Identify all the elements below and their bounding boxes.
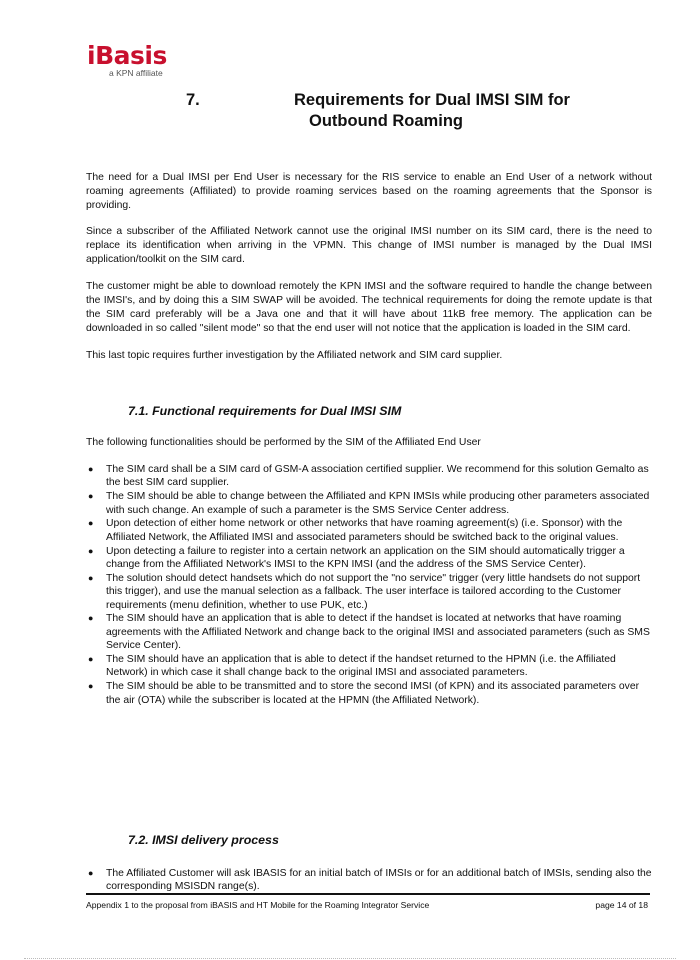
list-item: ● The SIM should be able to change between the Affiliated and KPN IMSIs while producing other parameters associated with such change. An example of such a parameter is the SMS Service Center address. [88,491,650,516]
imsi-delivery-list [86,867,652,894]
list-item: ● The SIM should have an application that is able to detect if the handset is located at networks that have roaming agreements with the Affiliated Network and change back to the original IMSI and associated parameters (such as SMS Service Center). [88,613,650,652]
paragraph-2: Since a subscriber of the Affiliated Network cannot use the original IMSI number on its SIM card, there is the need to replace its identification when arriving in the VPMN. This change of IMSI number is managed by the Dual IMSI application/toolkit on the SIM card. [86,226,652,265]
bullet-icon: ● [88,868,94,878]
logo-tagline: a KPN affiliate [109,68,163,78]
list-item: ● The Affiliated Customer will ask IBASIS for an initial batch of IMSIs or for an additional batch of IMSIs, sending also the corresponding MSISDN range(s). [88,868,652,893]
logo-brand: iBasis [87,41,167,70]
paragraph-1: The need for a Dual IMSI per End User is necessary for the RIS service to enable an End User of a network without roaming agreements (Affiliated) to provide roaming services based on the roaming agreements that the Sponsor is providing. [86,172,652,211]
bullet-icon: ● [88,518,94,529]
company-logo [87,42,167,78]
footer-document-title: Appendix 1 to the proposal from iBASIS and HT Mobile for the Roaming Integrator Service [86,900,430,910]
bullet-icon: ● [88,464,94,474]
section-number: 7. [186,91,200,109]
list-item: ● The SIM should be able to be transmitted and to store the second IMSI (of KPN) and its associated parameters over the air (OTA) while the subscriber is located at the HPMN (the Affiliated Network). [88,681,640,706]
list-item: ● The SIM card shall be a SIM card of GSM-A association certified supplier. We recommend for this solution Gemalto as the best SIM card supplier. [88,464,649,489]
list-item: ● Upon detection of either home network or other networks that have roaming agreement(s) (i.e. Sponsor) with the Affiliated Network, the Affiliated IMSI and associated parameters should be switched back to the original values. [88,518,623,543]
bullet-icon: ● [88,491,94,502]
paragraph-4: This last topic requires further investigation by the Affiliated network and SIM card supplier. [86,350,503,361]
bullet-icon: ● [88,545,94,556]
subsection-heading-7-2: 7.2. IMSI delivery process [128,833,279,847]
bullet-icon: ● [88,613,94,624]
page-bottom-edge [24,958,676,959]
functional-requirements-list [86,463,652,707]
bullet-icon: ● [88,654,94,665]
footer-divider [86,893,650,895]
subsection-heading-7-1: 7.1. Functional requirements for Dual IMSI SIM [128,404,402,418]
bullet-icon: ● [88,572,94,583]
section-title-line2: Outbound Roaming [309,112,463,130]
footer-page-number: page 14 of 18 [595,900,648,910]
section-title-line1: Requirements for Dual IMSI SIM for [294,91,570,109]
paragraph-3: The customer might be able to download remotely the KPN IMSI and the software required to handle the change between the IMSI's, and by doing this a SIM SWAP will be avoided. The technical requirements for doing the remote update is that the SIM card preferably will be a Java one and that it will have about 11kB free memory. The application can be downloaded in so called "silent mode" so that the end user will not notice that the application is loaded in the SIM card. [86,281,652,334]
subsection-intro: The following functionalities should be performed by the SIM of the Affiliated End User [86,437,481,448]
list-item: ● The solution should detect handsets which do not support the "no service" trigger (very little handsets do not support this trigger), and use the manual selection as a fallback. The user interface is tailored according to the Customer requirements (menu definition, whether to use PUK, etc.) [88,572,641,611]
list-item: ● The SIM should have an application that is able to detect if the handset returned to the HPMN (i.e. the Affiliated Network) in which case it shall change back to the original IMSI and associated parameters. [88,654,616,679]
list-item: ● Upon detecting a failure to register into a certain network an application on the SIM should automatically trigger a change from the Affiliated Network's IMSI to the KPN IMSI (and the address of the SMS Service Center). [88,545,625,571]
bullet-icon: ● [88,681,94,692]
